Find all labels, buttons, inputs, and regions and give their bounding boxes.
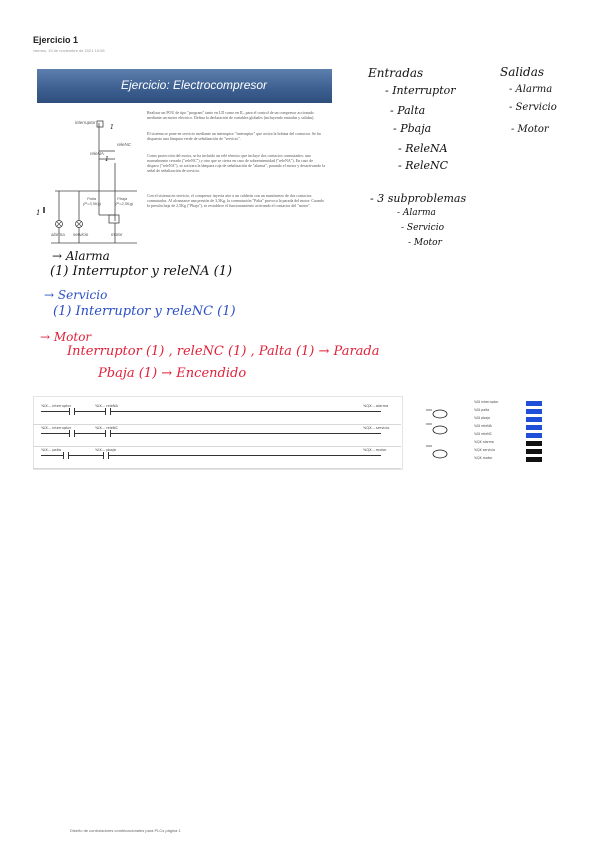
io-row	[474, 400, 544, 407]
handwritten-mark: 1	[36, 209, 41, 217]
page-title: Ejercicio 1	[33, 35, 79, 45]
contact-symbol	[103, 452, 109, 459]
io-color-swatch	[526, 433, 542, 438]
rung-contact-label: %IX... palta	[41, 448, 62, 452]
label-interruptor: interruptor	[75, 120, 96, 125]
slide-paragraph: Realizar un POU de tipo "program" tanto en LD como en IL, para el control de un compresor accionado mediante un motor eléctrico. Defina la declaración de variables globales (incluyendo entradas y salidas).	[147, 110, 315, 120]
io-label: %IX pbaja	[474, 416, 491, 420]
handwritten-mark: 1	[105, 156, 109, 163]
entradas-item: - Pbaja	[393, 122, 432, 135]
io-color-swatch	[526, 417, 542, 422]
contact-symbol	[63, 452, 69, 459]
rung-rail	[41, 411, 381, 412]
label-palta-pressure: (P=3,5Kg)	[83, 201, 102, 206]
io-row	[474, 456, 544, 463]
label-relenc: releNC	[117, 142, 132, 147]
contact-symbol	[105, 408, 111, 415]
io-row	[474, 448, 544, 455]
io-row	[474, 408, 544, 415]
io-color-swatch	[526, 441, 542, 446]
ladder-rung	[33, 402, 401, 425]
label-relena: releNA	[90, 151, 104, 156]
rung-coil-label: %QX... motor	[363, 448, 387, 452]
slide-paragraph: Como protección del motor, se ha incluido un relé térmico que incluye dos contactos conmutados: uno normalmente cerrado ("releNC") y otro que se cierra en caso de sobreintensidad ("releNA"). En caso de disparo ("releNA"), se activara la lámpara roja de señalización de "alarma", parando el motor y desactivando la señal de señalización de servicio.	[147, 153, 326, 173]
contact-symbol	[105, 430, 111, 437]
circuit-diagram	[37, 103, 145, 244]
io-color-swatch	[526, 409, 542, 414]
io-row	[474, 416, 544, 423]
salidas-item: - Motor	[511, 124, 549, 135]
rung-coil-label: %QX... servicio	[363, 426, 390, 430]
io-label: %IX releNA	[474, 424, 492, 428]
subproblemas-heading: - 3 subproblemas	[370, 192, 467, 205]
exercise-slide	[37, 69, 332, 244]
ladder-rung	[33, 424, 401, 447]
io-label: %QX servicio	[474, 448, 496, 452]
label-palta: Palta	[87, 196, 97, 201]
slide-paragraph: Con el sistema en servicio, el compresor inyecta aire a un calderín con un manómetro de dos contactos conmutados. Al alcanzarse una presión de 3,5Kg, la conmutación "Palta" provoca la parada del motor. Cuando la presión baja de 2,5Kg ("Pbaja"), se restablece el funcionamiento activando el contactor del "motor".	[147, 193, 324, 208]
subproblema-item: - Motor	[408, 238, 442, 248]
io-label: %IX interruptor	[474, 400, 499, 404]
io-label: %IX releNC	[474, 432, 492, 436]
rung-rail	[41, 455, 381, 456]
entradas-heading: Entradas	[368, 66, 424, 80]
rung-contact-label: %IX... interruptor	[41, 426, 72, 430]
rung-rail	[41, 433, 381, 434]
rung-contact-label: %IX... releNC	[95, 426, 118, 430]
io-label: %IX palta	[474, 408, 490, 412]
rung-contact-label: %IX... pbaja	[95, 448, 116, 452]
contact-symbol	[69, 430, 75, 437]
io-color-swatch	[526, 425, 542, 430]
motor-logic: Pbaja (1) → Encendido	[98, 366, 247, 381]
label-motor: motor	[111, 232, 123, 237]
io-color-swatch	[526, 449, 542, 454]
io-annotation	[418, 396, 474, 466]
io-label: %QX alarma	[474, 440, 494, 444]
label-alarma: alarma	[51, 232, 65, 237]
servicio-logic: (1) Interruptor y releNC (1)	[53, 304, 236, 319]
entradas-item: - Palta	[390, 104, 426, 117]
entradas-item: - ReleNC	[398, 159, 449, 172]
motor-heading: → Motor	[40, 330, 92, 344]
rung-contact-label: %IX... interruptor	[41, 404, 72, 408]
page-date: viernes, 19 de noviembre de 2021 10:06	[33, 48, 105, 53]
alarma-logic: (1) Interruptor y releNA (1)	[50, 264, 233, 279]
rung-contact-label: %IX... releNA	[95, 404, 118, 408]
rung-coil-label: %QX... alarma	[363, 404, 389, 408]
slide-banner	[37, 69, 332, 103]
slide-title: Ejercicio: Electrocompresor	[121, 78, 268, 92]
salidas-item: - Servicio	[509, 102, 557, 113]
motor-logic: Interruptor (1) , releNC (1) , Palta (1) → Parada	[67, 344, 380, 359]
ladder-rung	[33, 446, 401, 469]
io-row	[474, 432, 544, 439]
label-servicio: servicio	[73, 232, 89, 237]
io-color-swatch	[526, 401, 542, 406]
page-footer: Diseño de controladores combinacionales para PLCs página 1	[70, 828, 181, 833]
slide-paragraph: El sistema se pone en servicio mediante un interruptor "interruptor" que activa la bobina del contactor. Se ha dispuesto una lámpara verde de señalización de "servicio".	[147, 131, 321, 141]
io-variable-panel	[418, 396, 546, 466]
handwritten-mark: 1	[110, 124, 114, 131]
entradas-item: - Interruptor	[385, 84, 456, 97]
contact-symbol	[69, 408, 75, 415]
label-pbaja-pressure: (P=2,5Kg)	[115, 201, 134, 206]
servicio-heading: → Servicio	[44, 288, 108, 302]
entradas-item: - ReleNA	[398, 142, 448, 155]
subproblema-item: - Servicio	[401, 223, 444, 233]
alarma-heading: → Alarma	[52, 249, 110, 263]
subproblema-item: - Alarma	[397, 208, 436, 218]
io-row	[474, 424, 544, 431]
salidas-heading: Salidas	[500, 65, 545, 79]
label-pbaja: Pbaja	[117, 196, 128, 201]
salidas-item: - Alarma	[509, 84, 553, 95]
io-row	[474, 440, 544, 447]
io-label: %QX motor	[474, 456, 493, 460]
io-color-swatch	[526, 457, 542, 462]
